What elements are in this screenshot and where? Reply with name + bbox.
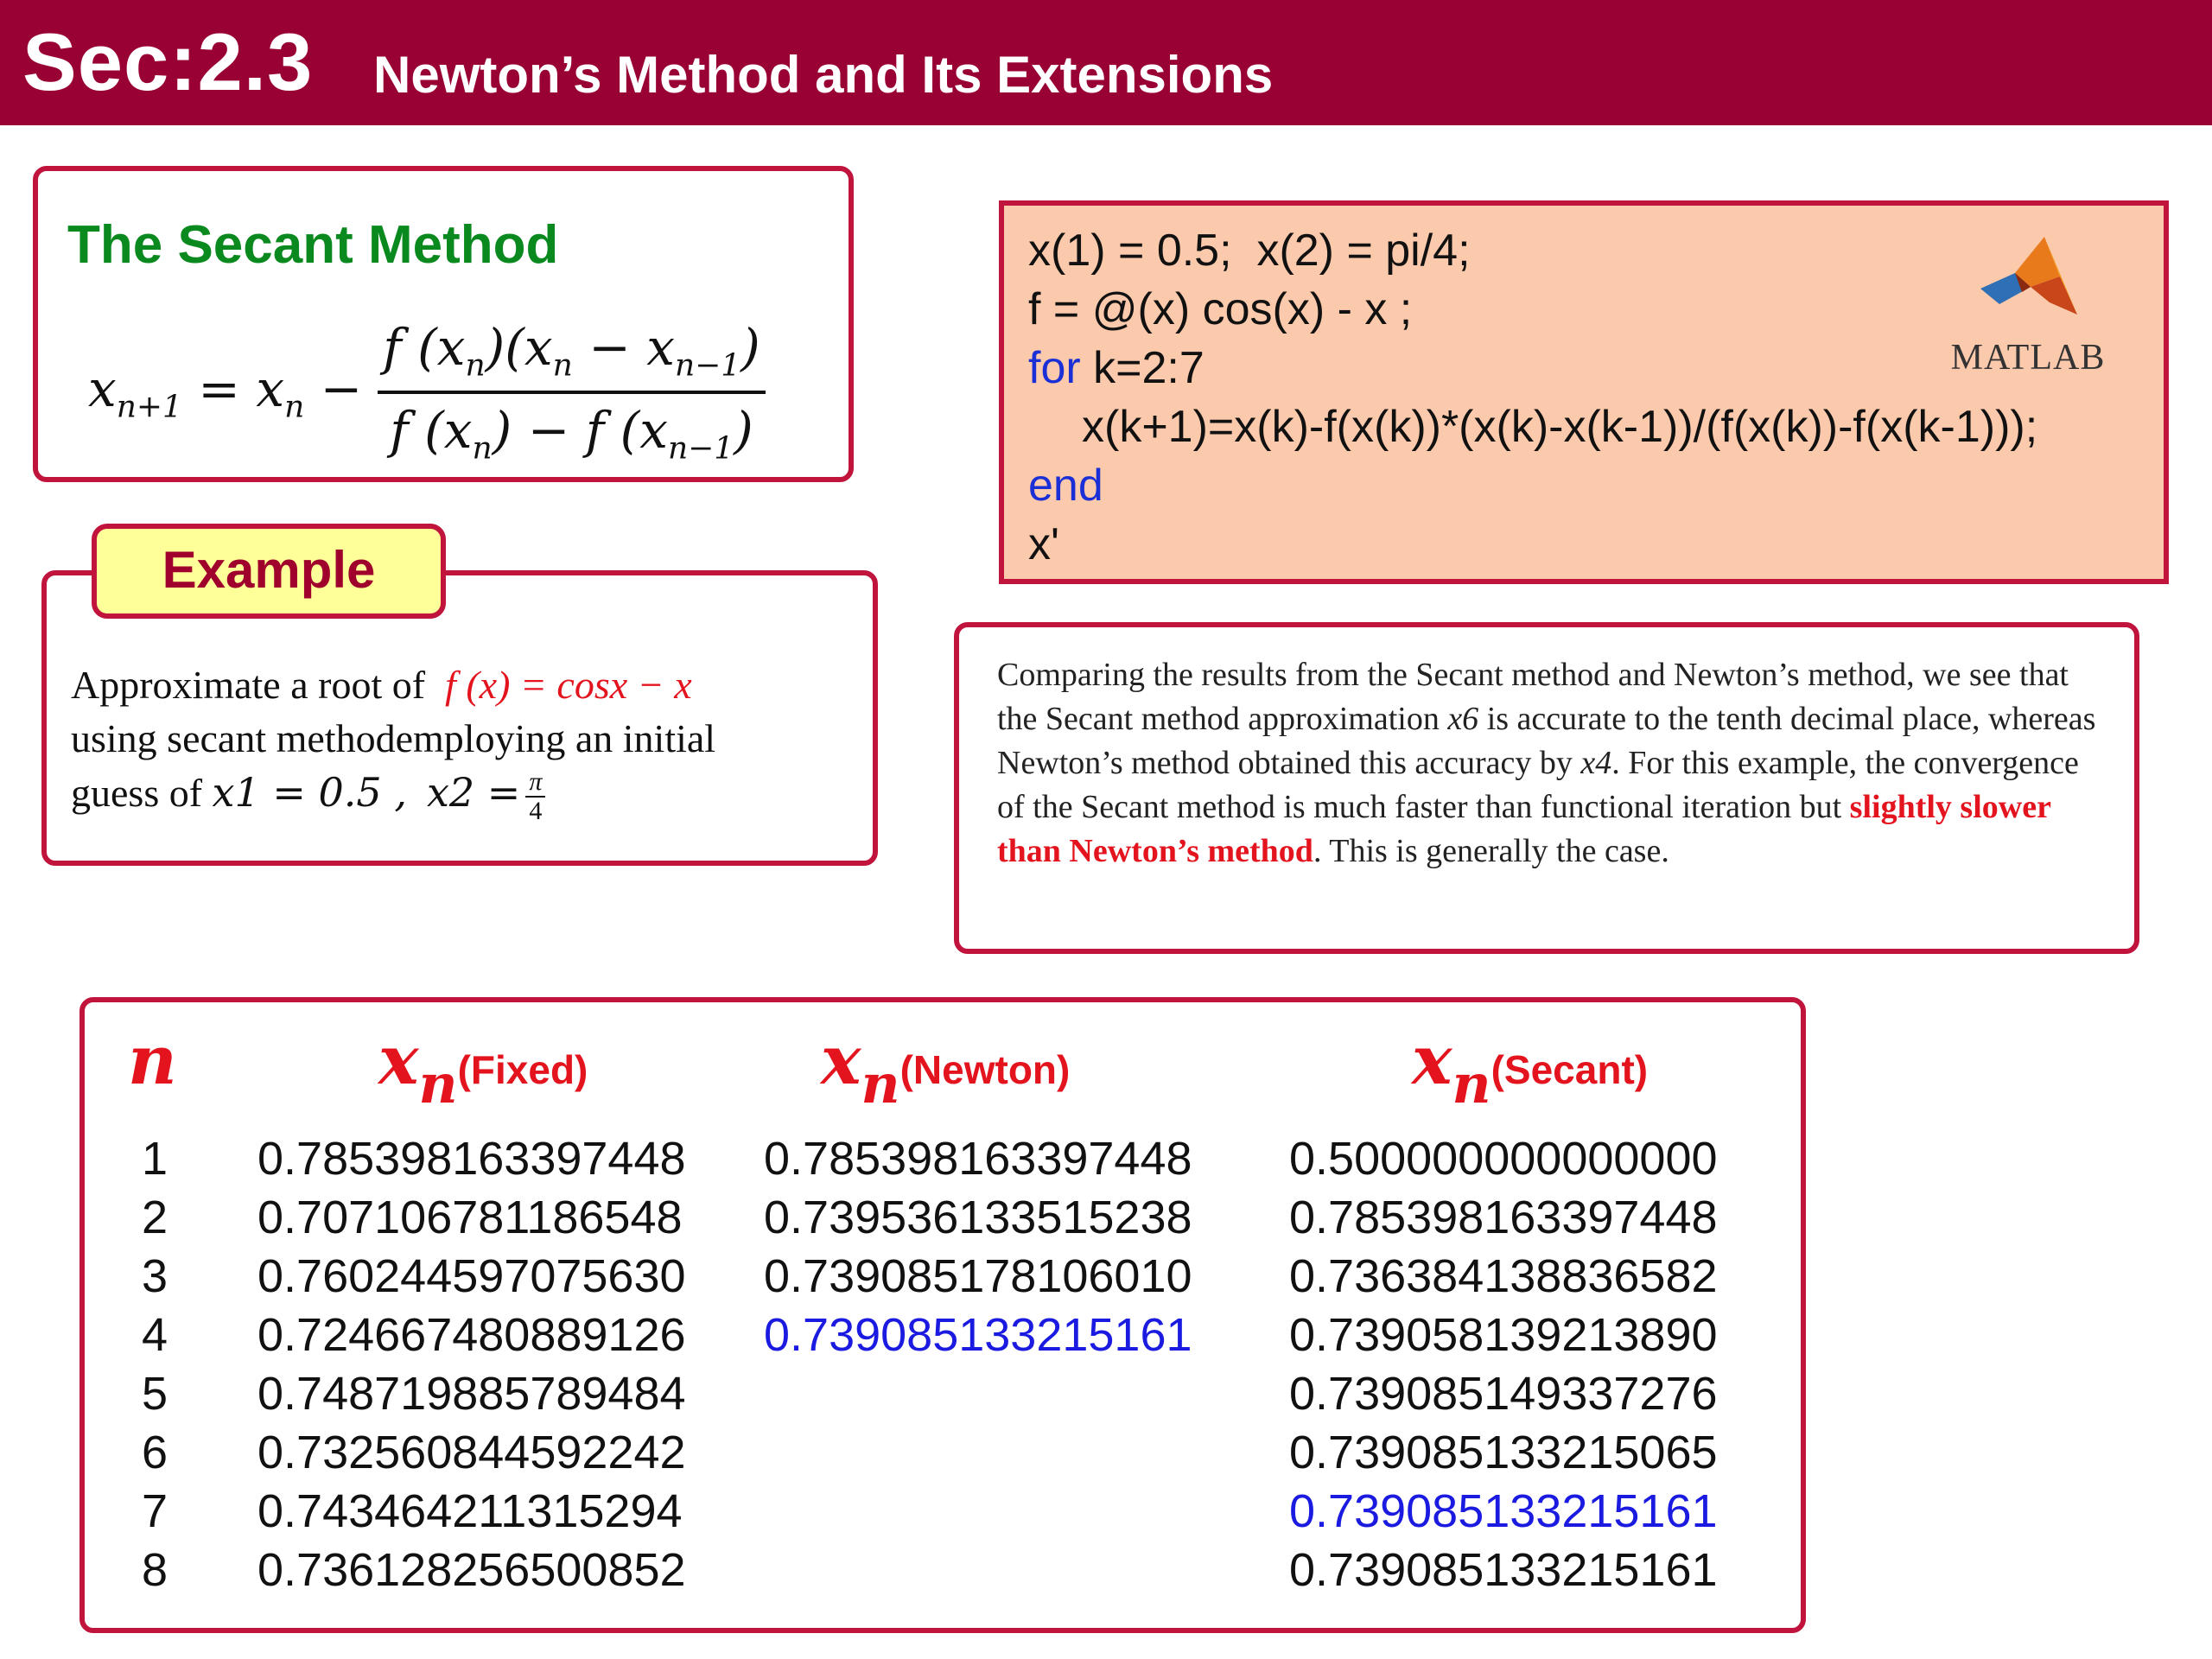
- comparison-box: [954, 622, 2139, 954]
- table-cell-n: 5: [142, 1368, 168, 1420]
- table-cell-secant: 0.785398163397448: [1289, 1192, 1718, 1243]
- table-cell-newton: 0.739536133515238: [764, 1192, 1192, 1243]
- code-line-1: x(1) = 0.5; x(2) = pi/4;: [1028, 226, 1471, 276]
- table-cell-fixed: 0.724667480889126: [257, 1309, 686, 1361]
- header-newton: xn(Newton): [821, 1021, 1071, 1116]
- table-cell-fixed: 0.743464211315294: [257, 1485, 683, 1537]
- table-cell-secant: 0.739085133215065: [1289, 1427, 1718, 1478]
- header-secant: xn(Secant): [1412, 1021, 1649, 1116]
- example-line2: using secant methodemploying an initial: [71, 716, 716, 760]
- secant-formula: $x_{n+1} = x_n$ − $\frac{f (x_n)(x_n - x_{n-1})}{f (x_n) - f (x_{n-1})}$: [88, 318, 766, 466]
- header-n: n: [128, 1021, 177, 1100]
- table-cell-n: 8: [142, 1544, 168, 1596]
- secant-method-title: The Secant Method: [67, 215, 559, 275]
- example-function: f (x) = cosx − x: [445, 663, 692, 707]
- table-cell-n: 6: [142, 1427, 168, 1478]
- section-number: Sec:2.3: [22, 16, 314, 107]
- header-fixed: xn(Fixed): [378, 1021, 588, 1116]
- table-cell-newton: 0.739085133215161: [764, 1309, 1192, 1361]
- table-cell-n: 7: [142, 1485, 168, 1537]
- code-line-4: x(k+1)=x(k)-f(x(k))*(x(k)-x(k-1))/(f(x(k))-f(x(k-1)));: [1082, 402, 2038, 452]
- table-cell-fixed: 0.760244597075630: [257, 1250, 686, 1302]
- table-cell-fixed: 0.732560844592242: [257, 1427, 686, 1478]
- example-line3: guess of: [71, 771, 203, 815]
- secant-method-box: [33, 166, 854, 482]
- matlab-logo: [1946, 235, 2110, 399]
- table-cell-n: 2: [142, 1192, 168, 1243]
- table-cell-secant: 0.739058139213890: [1289, 1309, 1718, 1361]
- pi-over-4: $\frac{\pi}{4}$: [525, 768, 545, 825]
- comparison-highlight: slightly slower than Newton’s method: [997, 789, 2051, 869]
- code-line-5: end: [1028, 461, 1103, 511]
- matlab-membrane-icon: [1980, 235, 2077, 332]
- table-cell-newton: 0.739085178106010: [764, 1250, 1192, 1302]
- code-line-6: x': [1028, 519, 1059, 569]
- slide-header: [0, 0, 2212, 125]
- table-cell-fixed: 0.748719885789484: [257, 1368, 686, 1420]
- table-cell-n: 4: [142, 1309, 168, 1361]
- table-cell-secant: 0.739085133215161: [1289, 1544, 1718, 1596]
- example-x1: x1 = 0.5 ,: [212, 769, 407, 816]
- table-cell-secant: 0.500000000000000: [1289, 1133, 1718, 1185]
- matlab-label: MATLAB: [1950, 338, 2106, 378]
- x6-ref: x6: [1447, 701, 1479, 737]
- table-cell-n: 1: [142, 1133, 168, 1185]
- slide-title: Newton’s Method and Its Extensions: [373, 46, 1274, 104]
- example-text: [71, 658, 855, 825]
- table-cell-fixed: 0.707106781186548: [257, 1192, 683, 1243]
- matlab-code-box: [999, 200, 2169, 584]
- table-cell-secant: 0.739085149337276: [1289, 1368, 1718, 1420]
- code-line-3: for k=2:7: [1028, 343, 1205, 393]
- table-cell-secant: 0.739085133215161: [1289, 1485, 1718, 1537]
- example-x2: x2 =: [426, 769, 521, 816]
- table-cell-n: 3: [142, 1250, 168, 1302]
- example-line1: Approximate a root of: [71, 663, 426, 707]
- comparison-text: Comparing the results from the Secant method and Newton’s method, we see that the Secant method approximation x6 is accurate to the tenth decimal place, whereas Newton’s method obtained this accuracy by x4. For this example, the convergence of the Secant method is much faster than functional iteration but slightly slower than Newton’s method. This is generally the case.: [997, 657, 2096, 869]
- x4-ref: x4: [1580, 745, 1612, 781]
- table-cell-fixed: 0.785398163397448: [257, 1133, 686, 1185]
- results-table: [79, 997, 1806, 1633]
- code-line-2: f = @(x) cos(x) - x ;: [1028, 284, 1413, 334]
- keyword-for: for: [1028, 343, 1081, 393]
- table-cell-fixed: 0.736128256500852: [257, 1544, 686, 1596]
- table-cell-secant: 0.736384138836582: [1289, 1250, 1718, 1302]
- table-cell-newton: 0.785398163397448: [764, 1133, 1192, 1185]
- example-tag: Example: [92, 524, 446, 619]
